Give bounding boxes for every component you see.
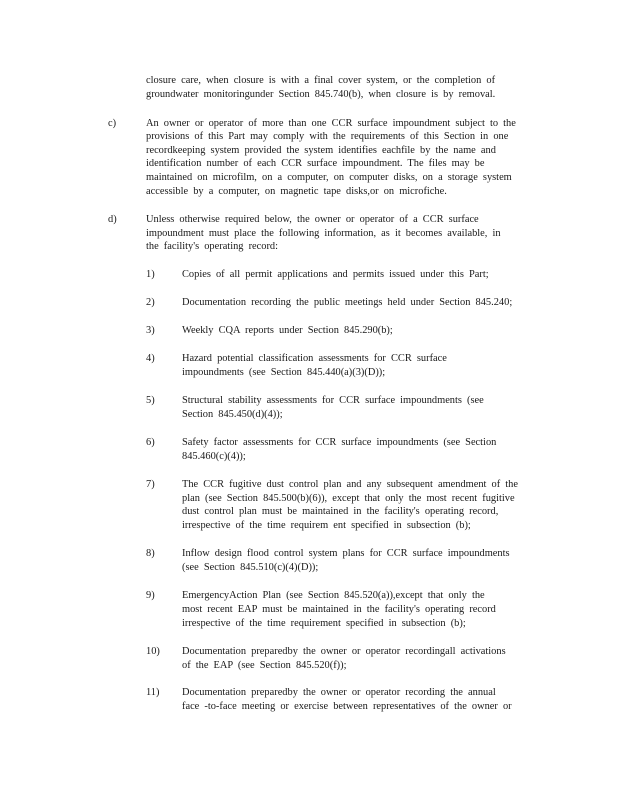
list-item-number: 11) — [146, 687, 160, 698]
list-item-line: Safety factor assessments for CCR surface impoundments (see Section — [182, 437, 497, 448]
continuation-line: closure care, when closure is with a final cover system, or the completion of — [146, 75, 496, 86]
list-item-number: 3) — [146, 325, 155, 336]
section-c-marker: c) — [108, 118, 117, 129]
continuation-line: groundwater monitoringunder Section 845.740(b), when closure is by removal. — [146, 89, 496, 100]
list-item-line: Section 845.450(d)(4)); — [182, 409, 283, 420]
list-item-line: impoundments (see Section 845.440(a)(3)(D)); — [182, 367, 386, 378]
list-item-line: Documentation preparedby the owner or operator recording the annual — [182, 687, 496, 698]
list-item-line: face -to-face meeting or exercise between representatives of the owner or — [182, 701, 512, 712]
list-item-line: 845.460(c)(4)); — [182, 451, 246, 462]
section-c-line: maintained on microfilm, on a computer, on computer disks, on a storage system — [146, 172, 512, 183]
section-d-line: Unless otherwise required below, the owner or operator of a CCR surface — [146, 214, 479, 225]
list-item-line: Structural stability assessments for CCR surface impoundments (see — [182, 395, 484, 406]
list-item-line: irrespective of the time requirement specified in subsection (b); — [182, 618, 466, 629]
list-item-number: 7) — [146, 479, 155, 490]
list-item-line: Documentation recording the public meetings held under Section 845.240; — [182, 297, 513, 308]
list-item-number: 9) — [146, 590, 155, 601]
list-item-number: 2) — [146, 297, 155, 308]
list-item-number: 1) — [146, 269, 155, 280]
section-c-line: recordkeeping system provided the system identifies eachfile by the name and — [146, 145, 496, 156]
list-item-number: 6) — [146, 437, 155, 448]
list-item-line: Weekly CQA reports under Section 845.290(b); — [182, 325, 393, 336]
list-item-line: most recent EAP must be maintained in the facility's operating record — [182, 604, 496, 615]
section-c-line: An owner or operator of more than one CCR surface impoundment subject to the — [146, 118, 516, 129]
list-item-number: 5) — [146, 395, 155, 406]
list-item-number: 8) — [146, 548, 155, 559]
list-item-line: EmergencyAction Plan (see Section 845.520(a)),except that only the — [182, 590, 485, 601]
section-c-line: provisions of this Part may comply with the requirements of this Section in one — [146, 131, 509, 142]
list-item-line: Copies of all permit applications and permits issued under this Part; — [182, 269, 489, 280]
section-c-line: identification number of each CCR surface impoundment. The files may be — [146, 158, 485, 169]
section-d-marker: d) — [108, 214, 117, 225]
list-item-line: Documentation preparedby the owner or operator recordingall activations — [182, 646, 506, 657]
list-item-line: The CCR fugitive dust control plan and any subsequent amendment of the — [182, 479, 518, 490]
section-d-line: impoundment must place the following information, as it becomes available, in — [146, 228, 501, 239]
list-item-line: Inflow design flood control system plans for CCR surface impoundments — [182, 548, 510, 559]
list-item-number: 10) — [146, 646, 160, 657]
list-item-line: irrespective of the time requirem ent specified in subsection (b); — [182, 520, 471, 531]
list-item-line: Hazard potential classification assessments for CCR surface — [182, 353, 447, 364]
list-item-number: 4) — [146, 353, 155, 364]
section-d-line: the facility's operating record: — [146, 241, 278, 252]
list-item-line: plan (see Section 845.500(b)(6)), except that only the most recent fugitive — [182, 493, 515, 504]
section-c-line: accessible by a computer, on magnetic tape disks,or on microfiche. — [146, 186, 447, 197]
list-item-line: of the EAP (see Section 845.520(f)); — [182, 660, 347, 671]
list-item-line: (see Section 845.510(c)(4)(D)); — [182, 562, 319, 573]
list-item-line: dust control plan must be maintained in the facility's operating record, — [182, 506, 499, 517]
